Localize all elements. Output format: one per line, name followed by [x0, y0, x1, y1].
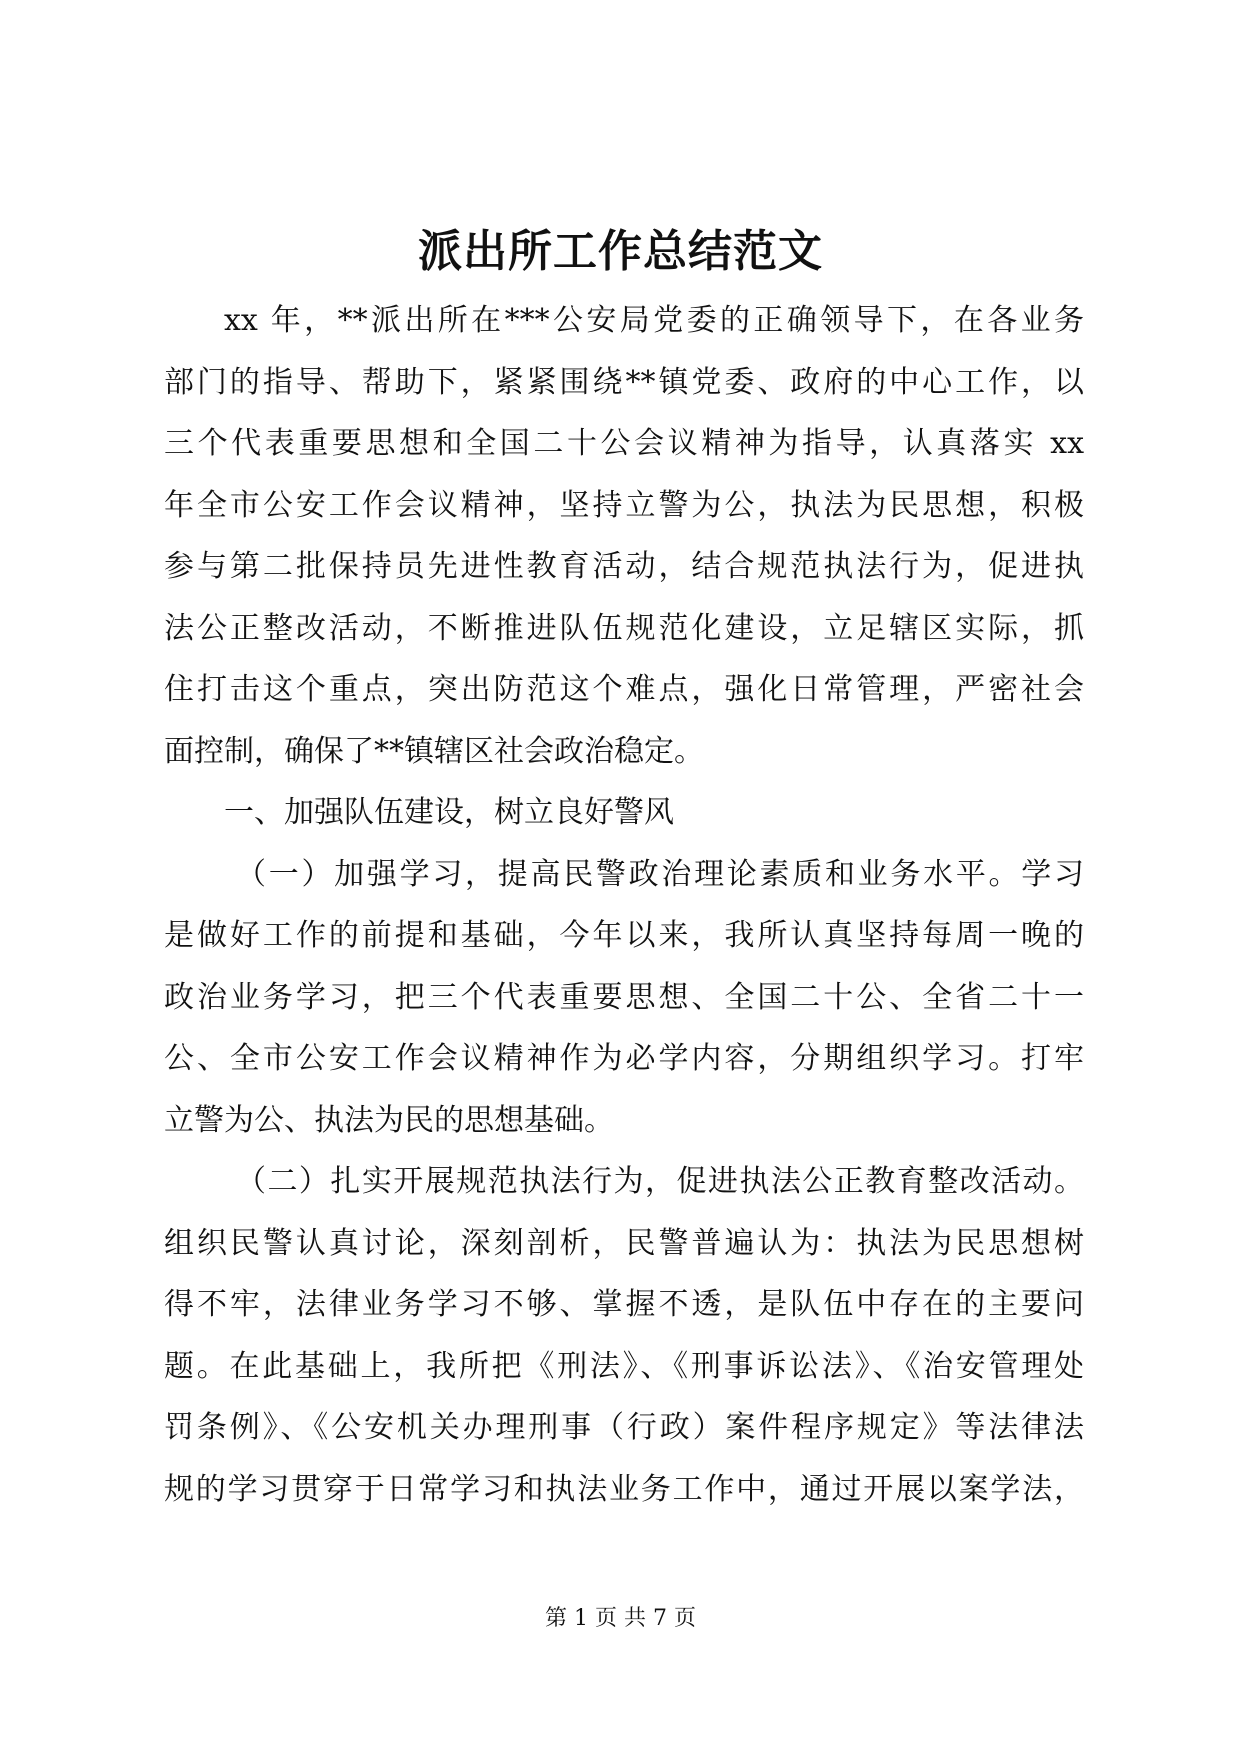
body-line: 得不牢，法律业务学习不够、掌握不透，是队伍中存在的主要问 [164, 1287, 1084, 1322]
body-line: 参与第二批保持员先进性教育活动，结合规范执法行为，促进执 [164, 549, 1084, 584]
section-heading: 一、加强队伍建设，树立良好警风 [224, 795, 674, 830]
body-line: 政治业务学习，把三个代表重要思想、全国二十公、全省二十一 [164, 979, 1084, 1015]
body-line: 规的学习贯穿于日常学习和执法业务工作中，通过开展以案学法， [164, 1471, 1084, 1507]
body-line: 组织民警认真讨论，深刻剖析，民警普遍认为：执法为民思想树 [164, 1225, 1084, 1261]
body-line: 住打击这个重点，突出防范这个难点，强化日常管理，严密社会 [164, 672, 1084, 707]
body-line: 面控制，确保了**镇辖区社会政治稳定。 [164, 733, 704, 769]
body-line: 三个代表重要思想和全国二十公会议精神为指导，认真落实 xx [164, 426, 1084, 461]
body-line: xx 年，**派出所在***公安局党委的正确领导下，在各业务 [224, 303, 1084, 338]
body-line: （二）扎实开展规范执法行为，促进执法公正教育整改活动。 [236, 1164, 1084, 1199]
page-number: 第 1 页 共 7 页 [545, 1606, 696, 1631]
body-line: 题。在此基础上，我所把《刑法》、《刑事诉讼法》、《治安管理处 [164, 1348, 1084, 1384]
document-title: 派出所工作总结范文 [418, 226, 823, 277]
body-line: （一）加强学习，提高民警政治理论素质和业务水平。学习 [236, 856, 1084, 892]
body-line: 立警为公、执法为民的思想基础。 [164, 1102, 614, 1138]
document-body [164, 290, 1084, 1520]
body-line: 是做好工作的前提和基础，今年以来，我所认真坚持每周一晚的 [164, 918, 1084, 953]
body-line: 法公正整改活动，不断推进队伍规范化建设，立足辖区实际，抓 [164, 610, 1084, 646]
body-line: 部门的指导、帮助下，紧紧围绕**镇党委、政府的中心工作，以 [164, 364, 1084, 400]
body-line: 罚条例》、《公安机关办理刑事（行政）案件程序规定》等法律法 [164, 1410, 1084, 1445]
body-line: 年全市公安工作会议精神，坚持立警为公，执法为民思想，积极 [164, 487, 1084, 523]
body-line: 公、全市公安工作会议精神作为必学内容，分期组织学习。打牢 [164, 1041, 1084, 1076]
